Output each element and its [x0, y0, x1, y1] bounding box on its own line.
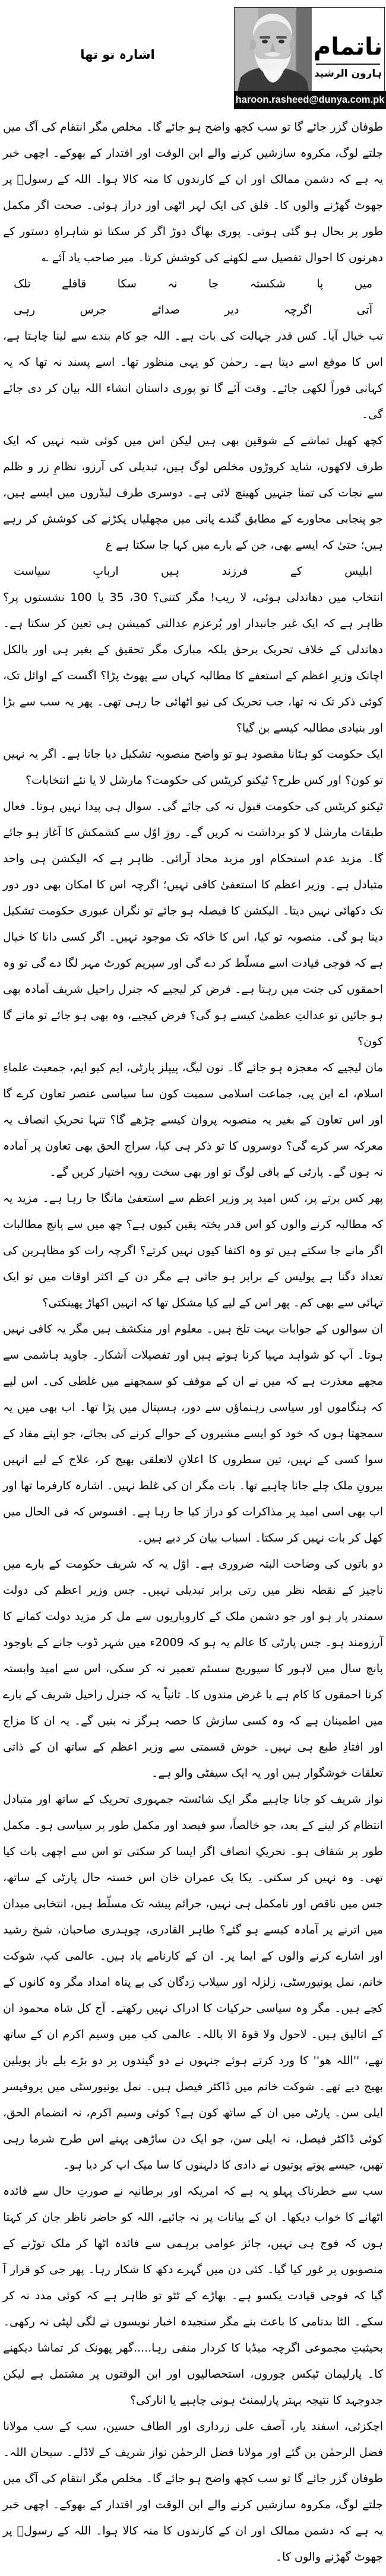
article-body: [0, 110, 386, 2576]
author-photo: [235, 8, 312, 91]
paragraph: طوفان گزر جائے گا تو سب کچھ واضح ہو جائے گا۔ مخلص مگر انتقام کی آگ میں جلتے لوگ، مکروہ سازشیں کرنے والے ابن الوقت اور اقتدار کے بھوکے۔ اچھی خبر یہ ہے کہ دشمن ممالک اور ان کے کارندوں کا منہ کالا ہوا۔ اللہ کے رسولؐ پر جھوٹ گھڑنے والوں کا۔ قلق کی ایک لہر اٹھی اور دراز ہوئی۔ صحت اگر مکمل طور پر بحال ہو گئی ہوتی۔ پوری بھاگ دوڑ اگر کر سکتا تو شاہراہِ دستور کے دھرنوں کا احوال تفصیل سے لکھنے کی کوشش کرتا۔ میر صاحب یاد آئے ؎: [3, 121, 383, 264]
paragraph: مان لیجیے کہ معجزہ ہو جائے گا۔ نون لیگ، پیپلز پارٹی، ایم کیو ایم، جمعیت علماءِ اسلام، اے این پی، جماعت اسلامی سمیت کون سا سیاسی عنصر تعاون کرے گا اور اس تعاون کے بغیر یہ منصوبہ پروان کیسے چڑھے گا؟ تنہا تحریکِ انصاف یہ معرکہ سر کرے گی؟ دوسروں کا تو ذکر ہی کیا، سراج الحق بھی تعاون پر آمادہ نہ ہوں گے۔ پارٹی کے باقی لوگ تو اور بھی سخت رویہ اختیار کریں گے۔: [3, 1061, 383, 1179]
column-logo: ناتمام: [313, 33, 383, 61]
verse-word: کے: [290, 565, 302, 578]
paragraph: سب سے خطرناک پہلو یہ ہے کہ امریکہ اور برطانیہ نے صورتِ حال سے فائدہ اٹھانے کا خواب دیکھا۔ ان کے بیانات پر نہ جائیے، اللہ کو حاضر ناظر جان کر کہتا ہوں کہ فوج ہی نہیں، جائز عوامی برہمی سے فائدہ اٹھا کر ملک توڑنے کے منصوبوں پر غور کیا گیا۔ کئی دن میں گہرے دکھ کا شکار رہا۔ پھر جی کو قرار آ گیا کہ فوجی قیادت یکسو ہے۔ بھاڑے کے ٹٹو تو ظاہر ہے کہ کوئی مدد نہ کر سکے۔ الٹا بدنامی کا باعث بنے مگر سنجیدہ اخبار نویسوں نے لگی لپٹی نہ رکھی۔ بحیثیتِ مجموعی اگرچہ میڈیا کا کردار منفی رہا.....گھر پھونک کر تماشا دیکھنے کا۔ پارلیمان ٹیکس چوروں، استحصالیوں اور ابن الوقتوں پر مشتمل ہے لیکن جدوجہد کا نتیجہ بہتر پارلیمنٹ ہونی چاہیے یا انارکی؟: [3, 2185, 383, 2407]
paragraph: انتخاب میں دھاندلی ہوئی، لا ریب! مگر کتنی؟ 30، 35 یا 100 نشستوں پر؟ ظاہر ہے کہ ایک غیر جانبدار اور پُرعزم عدالتی کمیشن ہی تعین کر سکتا ہے۔ دھاندلی کے خلاف تحریک برحق بلکہ مبارک مگر تحقیق کے بغیر ہی اور بالکل اچانک وزیرِ اعظم کے استعفے کا مطالبہ کہاں سے پھوٹ پڑا؟ اگست کے اوائل تک، کوئی ذکر تک نہ تھا، جب تحریک کی نیو اٹھائی جا رہی تھی۔ پھر یہ سب سے بڑا اور بنیادی مطالبہ کیسے بن گیا؟: [3, 591, 384, 735]
verse-word: سکا: [117, 277, 137, 290]
author-portrait-illustration: [235, 8, 312, 91]
verse-word: ہیں: [160, 565, 180, 578]
verse-word: جرس: [80, 303, 107, 317]
verse-word: سیاست: [14, 565, 51, 578]
verse-word: شکستہ: [249, 277, 286, 290]
logo-area: [312, 8, 384, 91]
verse-word: رہی: [14, 303, 36, 317]
paragraph: نواز شریف کو جانا چاہیے مگر ایک شائستہ جمہوری تحریک کے ساتھ اور متبادل انتظام کر لینے کے بعد، جو خالصاً، سو فیصد اور مکمل طور پر سیاسی ہو۔ مکمل طور پر شفاف ہو۔ تحریکِ انصاف اگر ایسا کر سکتی تو اس سے اچھی بات کیا تھی۔ وہ نہیں کر سکتی۔ یکا یک عمران خان اس خستہ حال پارٹی کے ساتھ، جس میں ناقص اور نامکمل ہی نہیں، جرائم پیشہ تک مسلّط ہیں، انتخابی میدان میں اترنے پر آمادہ کیسے ہو گئے؟ طاہر القادری، چوہدری صاحبان، شیخ رشید اور اشارے کرنے والوں کے ایما پر۔ ان کے کارنامے یاد ہیں۔ عالمی کپ، شوکت خانم، نمل یونیورسٹی، زلزلہ اور سیلاب زدگان کی بے پناہ امداد مگر وہ کانوں کے کچے ہیں۔ مگر وہ سیاسی حرکیات کا ادراک نہیں رکھتے۔ آج کل شاہ محمود ان کے اتالیق ہیں۔ لاحول ولا قوۃ الا باللہ۔ عالمی کپ میں وسیم اکرم ان کے ساتھ تھے، ''اللہ ھو'' کا ورد کرتے ہوئے جنہوں نے دو گیندوں پر دو بڑے بلے باز پویلین بھیج دیے تھے۔ شوکت خانم میں ڈاکٹر فیصل ہیں۔ نمل یونیورسٹی میں پروفیسر ایلی سن۔ پارٹی میں ان کے ساتھ کون ہے؟ کوئی وسیم اکرم، نہ انضمام الحق، کوئی ڈاکٹر فیصل، نہ ایلی سن، جو ایک دن ساڑھی پہنے اس طرح شرما رہی تھیں، جیسے پوتے پوتیوں نے دادی کا دلہنوں کا سا میک اپ کر دیا ہو۔: [3, 1793, 383, 2172]
paragraph: ایک حکومت کو ہٹانا مقصود ہو تو واضح منصوبہ تشکیل دیا جاتا ہے۔ اگر یہ نہیں تو کون؟ اور کس طرح؟ ٹیکنو کریٹس کی حکومت؟ مارشل لا یا نئے انتخابات؟: [3, 748, 383, 787]
verse-word: پا: [317, 277, 324, 290]
paragraph: ان سوالوں کے جوابات بہت تلخ ہیں۔ معلوم اور منکشف ہیں مگر یہ کافی نہیں ہوتا۔ آپ کو شواہد مہیا کرنا ہوتے ہیں اور تفصیلات آشکار۔ جاوید ہاشمی سے مجھے معذرت ہے کہ میں نے ان کے موقف کو سمجھنے میں غلطی کی۔ اس لیے کہ ہنگاموں اور سیاسی رہنماؤں سے دور، ہسپتال میں پڑا تھا۔ اب بھی میں یہ سمجھتا ہوں کہ خود کو ایسے مشیروں کے حوالے کرنے کی بجائے، جو اپنے مفاد کے سوا کسی کے نہیں، تین سطروں کا اعلانِ لاتعلقی بھیج کر، علاج کے لیے انہیں بیرونِ ملک چلے جانا چاہیے تھا۔ بات مگر ان کی غلط نہیں۔ اشارہ کارفرما تھا اور اب بھی اسی امید پر مذاکرات کو دراز کیا جا رہا ہے۔ افسوس کہ فی الحال میں کھل کر بات نہیں کر سکتا۔ اسباب بیان کر دیے ہیں۔: [3, 1322, 383, 1545]
verse-word: صدائے: [151, 303, 180, 317]
verse-word: جا: [208, 277, 219, 290]
verse-word: میں: [354, 277, 372, 290]
column-logo-box: [234, 7, 385, 92]
author-email: haroon.rasheed@dunya.com.pk: [235, 94, 385, 105]
verse-word: ابلیس: [344, 565, 372, 578]
paragraph: کچھ کھیل تماشے کے شوقین بھی ہیں لیکن اس میں کوئی شبہ نہیں کہ ایک طرف لاکھوں، شاید کروڑوں مخلص لوگ ہیں، تبدیلی کی آرزو، نظامِ زر و ظلم سے نجات کی تمنا جنہیں کھینچ لائی ہے۔ دوسری طرف لیڈروں میں ایسے ہیں، جو پنجابی محاورے کے مطابق گندے پانی میں مچھلیاں پکڑنے کی کوشش کر رہے ہیں؛ حتیٰ کہ ایسے بھی، جن کے بارے میں کہا جا سکتا ہے ع: [3, 434, 383, 552]
verse-line: [3, 271, 383, 297]
verse-line: [3, 297, 383, 323]
verse-word: نہ: [167, 277, 178, 290]
column-header: [0, 0, 386, 110]
author-name: ہارون الرشید: [314, 68, 382, 80]
author-email-bar: [234, 91, 386, 109]
verse-word: فرزند: [222, 565, 248, 578]
paragraph: تب خیال آیا۔ کس قدر جہالت کی بات ہے۔ اللہ جو کام بندے سے لینا چاہتا ہے، اس کا موقع اسے دیتا ہے۔ رحمٰن کو یہی منظور تھا۔ اسے پسند نہ تھا کہ یہ کہانی فوراً لکھی جائے۔ وقت آئے گا تو پوری داستان انشاء اللہ بیان کر دی جائے گی۔: [3, 330, 383, 421]
verse-word: قافلے: [61, 277, 87, 290]
verse-word: دیر: [224, 303, 239, 317]
verse-line: [3, 558, 383, 584]
paragraph: پھر کس برتے پر، کس امید پر وزیر اعظم سے استعفیٰ مانگا جا رہا ہے۔ مزید یہ کہ مطالبہ کرنے والوں کو اس قدر پختہ یقین کیوں ہے؟ چھ میں سے پانچ مطالبات اگر مانے جا سکتے ہیں تو وہ اکتفا کیوں نہیں کرتے؟ اگرچہ رات کو مظاہرین کی تعداد دگنا ہے پولیس کے برابر ہو جاتی ہے مگر دن کے اکثر اوقات میں تو ایک تہائی سے بھی کم۔ پھر اس کے لیے کیا مشکل تھا کہ انہیں اکھاڑ پھینکتی؟: [3, 1192, 383, 1309]
article-title: اشارہ تو تھا: [80, 48, 155, 62]
verse-word: تلک: [14, 277, 31, 290]
logo-underline: [316, 64, 380, 65]
paragraph: اچکزئی، اسفند یار، آصف علی زرداری اور الطاف حسین، سب کے سب مولانا فضل الرحمٰن بن گئے اور مولانا فضل الرحمٰن نواز شریف کے لاڈلے۔ سبحان اللہ۔ طوفان گزر جائے گا تو سب کچھ واضح ہو جائے گا۔ مخلص مگر انتقام کی آگ میں جلتے لوگ، مکروہ سازشیں کرنے والے ابن الوقت اور اقتدار کے بھوکے۔ اچھی خبر یہ ہے کہ دشمن ممالک اور ان کے کارندوں کا منہ کالا ہوا۔ اللہ کے رسولؐ پر جھوٹ گھڑنے والوں کا۔: [3, 2420, 383, 2564]
paragraph: ٹیکنو کریٹس کی حکومت قبول نہ کی جائے گی۔ سوال ہی پیدا نہیں ہوتا۔ فعال طبقات مارشل لا کو برداشت نہ کریں گے۔ روزِ اوّل سے کشمکش کا آغاز ہو جائے گا۔ مزید عدم استحکام اور مزید محاذ آرائی۔ ظاہر ہے کہ الیکشن ہی واحد متبادل ہے۔ وزیر اعظم کا استعفیٰ کافی نہیں؛ اگرچہ اس کا امکان بھی دور دور تک دکھائی نہیں دیتا۔ الیکشن کا فیصلہ ہو جائے تو نگران عبوری حکومت تشکیل دینا ہو گی۔ منصوبہ تو کیا، اس کا خاکہ تک موجود نہیں۔ اگر کسی دانا کا خیال ہے کہ فوجی قیادت اسے مسلّط کر دے گی اور سپریم کورٹ مہر لگا دے گی تو وہ احمقوں کی جنت میں رہتا ہے۔ فرض کر لیجیے کہ جنرل راحیل شریف آمادہ بھی ہو جائیں تو عدالتِ عظمیٰ کیسے ہو گی؟ فرض کیجیے، وہ بھی ہو جائے تو مانے گا کون؟: [3, 800, 383, 1048]
verse-word: آتی: [356, 303, 372, 317]
paragraph: دو باتوں کی وضاحت البتہ ضروری ہے۔ اوّل یہ کہ شریف حکومت کے بارے میں ناچیز کے نقطہ نظر میں رتی برابر تبدیلی نہیں۔ جس وزیر اعظم کی دولت سمندر پار ہو اور جو دشمن ملک کے کاروباریوں سے مل کر مزید دولت کمانے کا آرزومند ہو۔ جس پارٹی کا عالم یہ ہو کہ 2009ء میں شہر ڈوب جانے کے باوجود پانچ سال میں لاہور کا سیوریج سسٹم تعمیر نہ کر سکی، اس سے امید وابستہ کرنا احمقوں کا کام ہے یا غرض مندوں کا۔ ثانیاً یہ کہ جنرل راحیل شریف کے بارے میں اطمینان ہے کہ وہ کسی سازش کا حصہ ہرگز نہ بنیں گے۔ یہ ان کا مزاج اور افتادِ طبع ہی نہیں۔ خوش قسمتی سے وزیر اعظم کے ساتھ ان کے ذاتی تعلقات خوشگوار ہیں اور یہ ایک سیفٹی والو ہے۔: [3, 1558, 383, 1780]
verse-word: اگرچہ: [283, 303, 312, 317]
verse-word: اربابِ: [93, 565, 119, 578]
